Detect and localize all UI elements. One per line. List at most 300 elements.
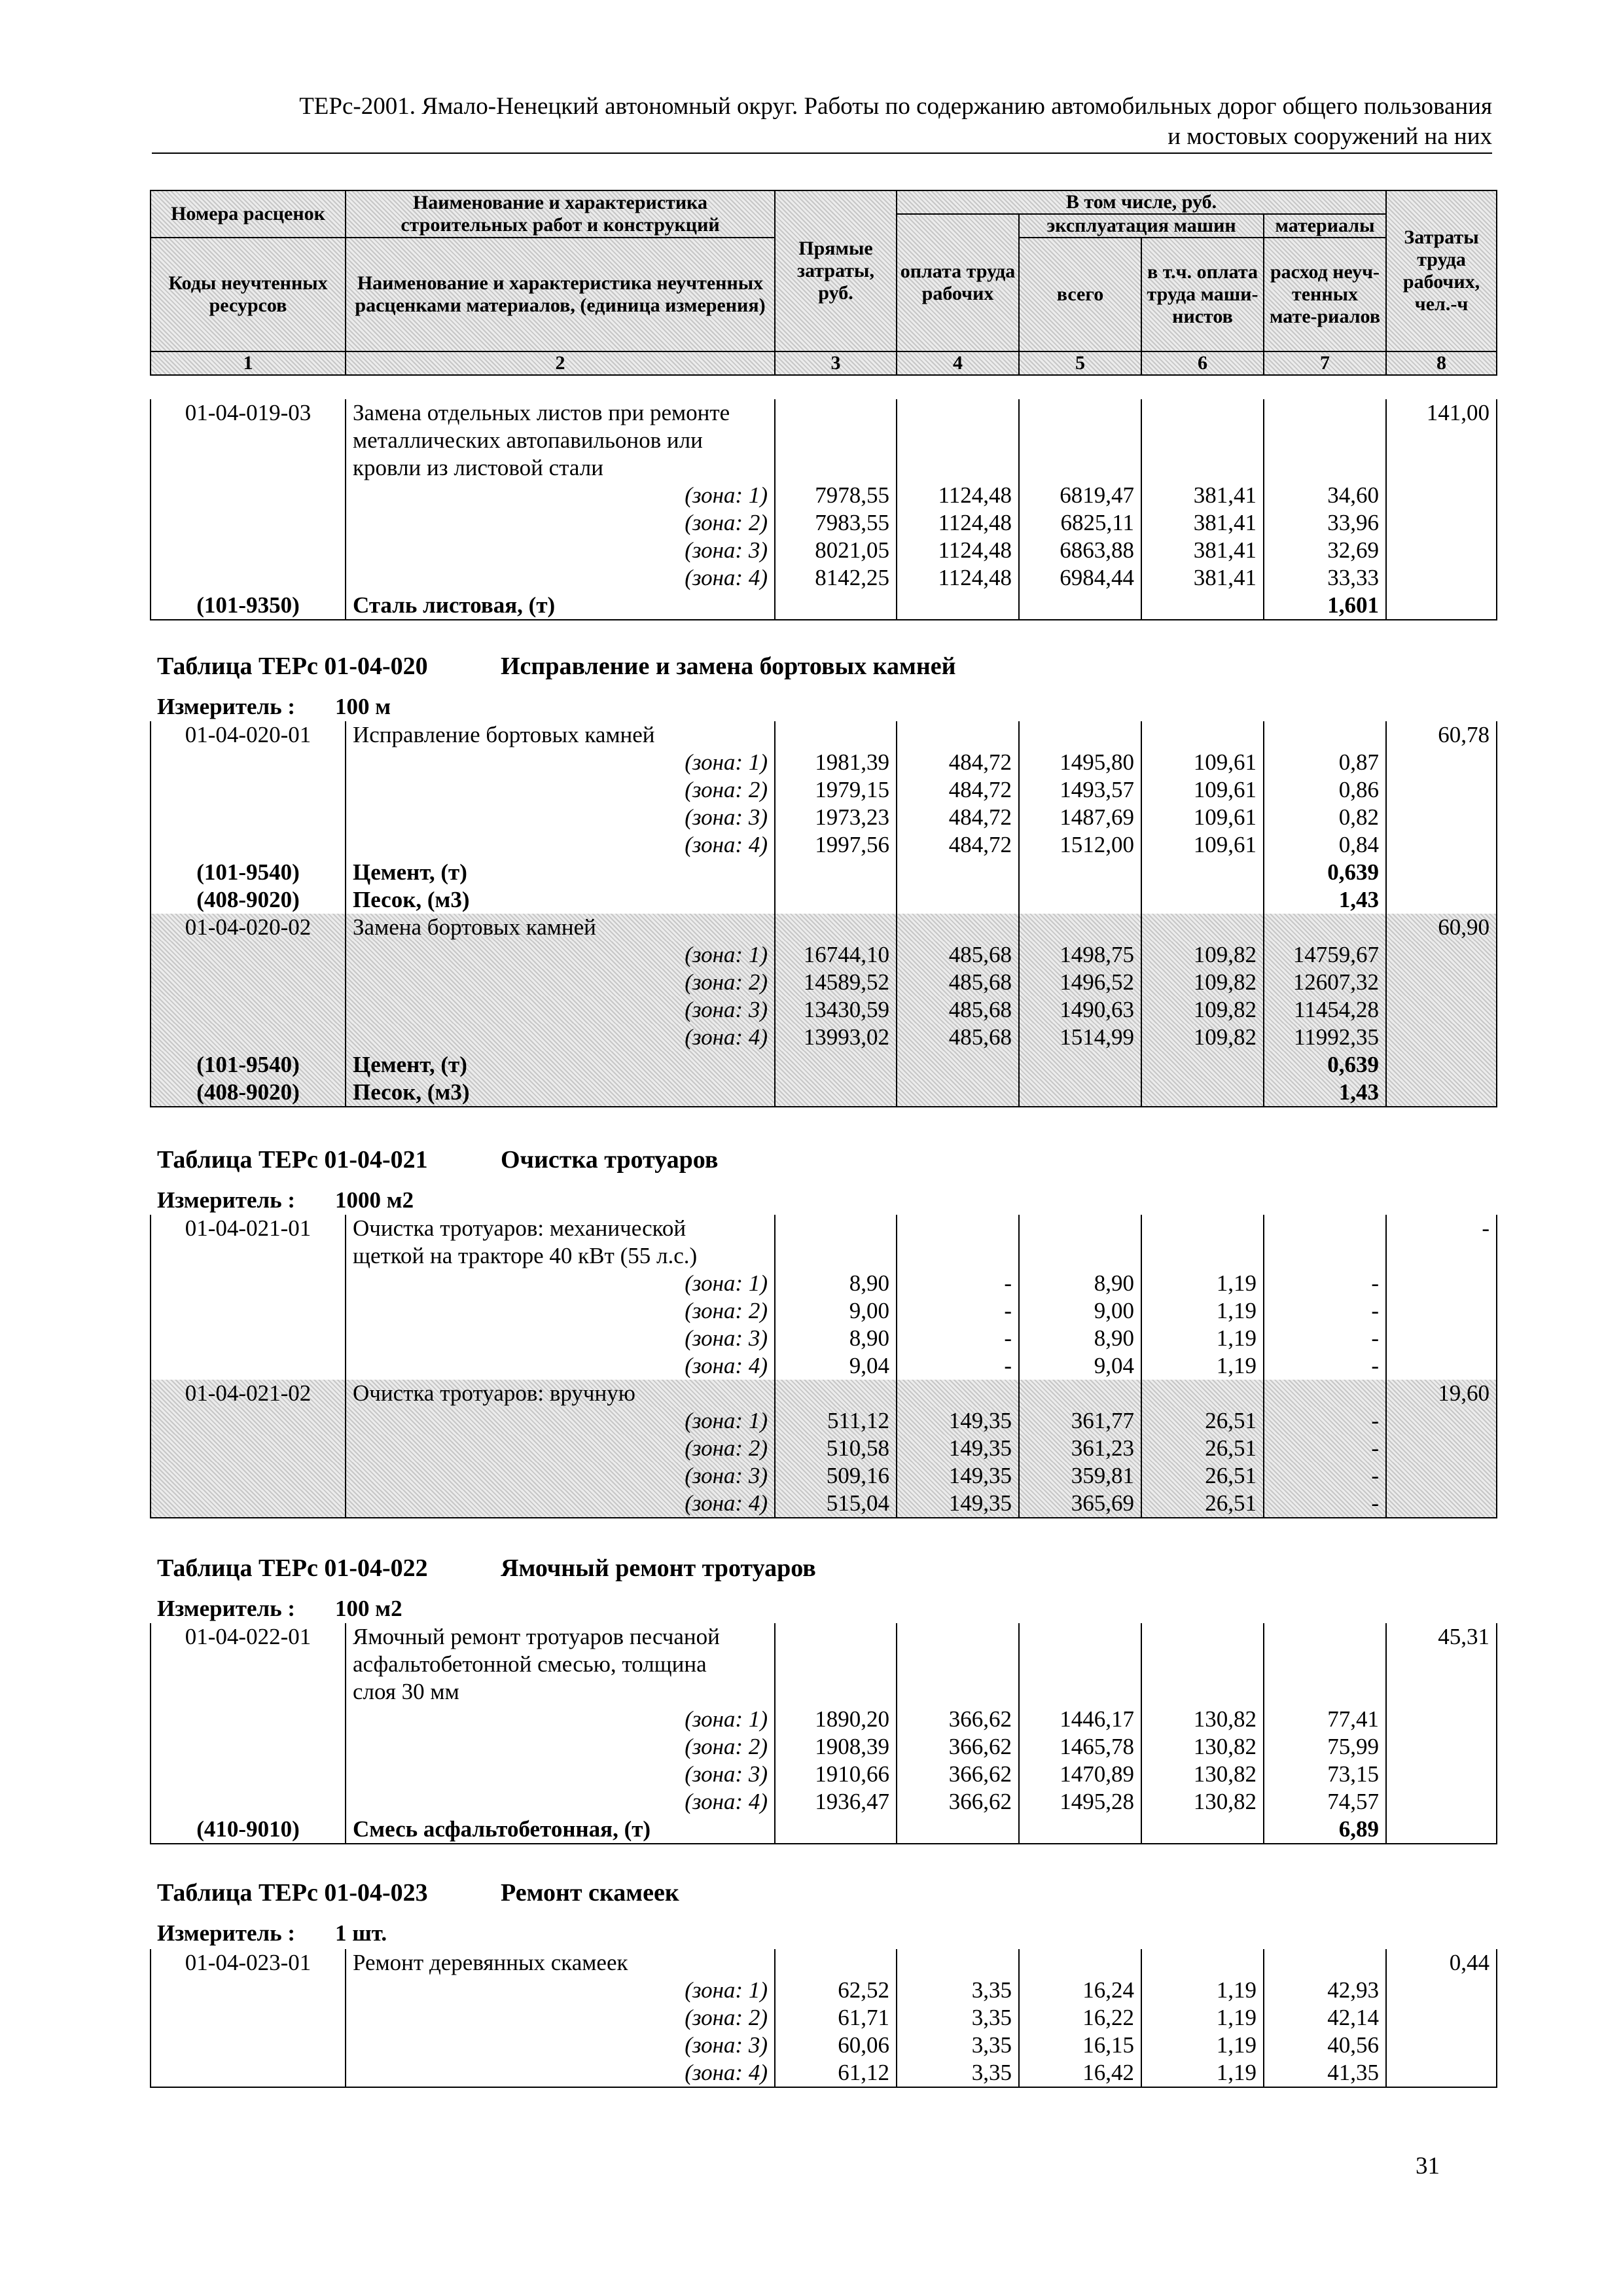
table-cell (1141, 1949, 1264, 1977)
value-cell: 42,14 (1264, 2004, 1386, 2032)
value-cell: 8,90 (1019, 1325, 1141, 1352)
zone-row (151, 941, 1497, 969)
table-cell (897, 399, 1019, 427)
value-cell: 361,77 (1019, 1407, 1141, 1435)
value-cell: 109,61 (1141, 749, 1264, 776)
table-cell (151, 1024, 346, 1051)
section-title (157, 1878, 679, 1907)
table-row (151, 427, 1497, 454)
table-cell (151, 776, 346, 804)
table-cell (151, 941, 346, 969)
table-cell (1386, 2004, 1497, 2032)
value-cell: 515,04 (775, 1490, 897, 1518)
value-cell: 381,41 (1141, 537, 1264, 564)
value-cell: 1493,57 (1019, 776, 1141, 804)
table-cell (1386, 1024, 1497, 1051)
meter-value: 1 шт. (335, 1920, 387, 1946)
table-cell (1386, 454, 1497, 482)
value-cell: 149,35 (897, 1407, 1019, 1435)
table-cell (1386, 804, 1497, 831)
value-cell: 1,19 (1141, 1325, 1264, 1352)
table-cell (1386, 941, 1497, 969)
value-cell: 366,62 (897, 1733, 1019, 1761)
table-cell (1141, 914, 1264, 941)
value-cell: 366,62 (897, 1788, 1019, 1816)
value-cell: 1495,80 (1019, 749, 1141, 776)
table-cell (1141, 721, 1264, 749)
value-cell: 73,15 (1264, 1761, 1386, 1788)
table-cell (1141, 399, 1264, 427)
table-cell (1386, 564, 1497, 592)
table-cell (1141, 1079, 1264, 1107)
table-cell (151, 509, 346, 537)
value-cell: 510,58 (775, 1435, 897, 1462)
table-cell (775, 427, 897, 454)
value-cell: 1124,48 (897, 509, 1019, 537)
rate-code: 01-04-022-01 (151, 1623, 346, 1651)
table-cell (151, 1761, 346, 1788)
resource-amount: 1,601 (1264, 592, 1386, 620)
table-cell (897, 1651, 1019, 1678)
table-cell (151, 1352, 346, 1380)
value-cell: 149,35 (897, 1490, 1019, 1518)
table-cell (1019, 1949, 1141, 1977)
table-row (151, 399, 1497, 427)
column-numbers-row (151, 351, 1497, 375)
zone-row (151, 482, 1497, 509)
table-row (151, 721, 1497, 749)
table-cell (1386, 886, 1497, 914)
rate-code: 01-04-021-01 (151, 1215, 346, 1242)
zone-label: (зона: 3) (346, 1761, 775, 1788)
zone-row (151, 1325, 1497, 1352)
table-row (151, 454, 1497, 482)
table-cell (897, 1079, 1019, 1107)
value-cell: - (1264, 1407, 1386, 1435)
table-cell (1019, 1651, 1141, 1678)
resource-code: (410-9010) (151, 1816, 346, 1844)
zone-label: (зона: 4) (346, 1352, 775, 1380)
table-cell (1386, 1297, 1497, 1325)
value-cell: 109,82 (1141, 969, 1264, 996)
zone-label: (зона: 2) (346, 969, 775, 996)
page-number: 31 (1416, 2153, 1440, 2179)
zone-row (151, 509, 1497, 537)
value-cell: 109,82 (1141, 1024, 1264, 1051)
section-code: Таблица ТЕРс 01-04-023 (157, 1879, 428, 1907)
value-cell: 484,72 (897, 804, 1019, 831)
zone-row (151, 804, 1497, 831)
section-table-020 (150, 721, 1496, 1107)
section-code: Таблица ТЕРс 01-04-020 (157, 653, 428, 680)
zone-row (151, 2059, 1497, 2087)
rate-code: 01-04-021-02 (151, 1380, 346, 1407)
col-num: 5 (1019, 351, 1141, 375)
zone-label: (зона: 1) (346, 1706, 775, 1733)
value-cell: 1124,48 (897, 482, 1019, 509)
value-cell: - (1264, 1490, 1386, 1518)
col-num: 6 (1141, 351, 1264, 375)
value-cell: 6984,44 (1019, 564, 1141, 592)
table-cell (775, 886, 897, 914)
table-cell (1019, 859, 1141, 886)
value-cell: - (1264, 1352, 1386, 1380)
meter (157, 1596, 402, 1622)
table-cell (1019, 721, 1141, 749)
zone-label: (зона: 4) (346, 2059, 775, 2087)
table-cell (1386, 1352, 1497, 1380)
table-cell (1019, 1079, 1141, 1107)
table-cell (1386, 859, 1497, 886)
zone-label: (зона: 1) (346, 1977, 775, 2004)
table-cell (775, 592, 897, 620)
rate-code: 01-04-019-03 (151, 399, 346, 427)
meter-label: Измеритель : (157, 1187, 296, 1213)
table-cell (1264, 1242, 1386, 1270)
table-cell (151, 749, 346, 776)
table-cell (1264, 1623, 1386, 1651)
section-code: Таблица ТЕРс 01-04-022 (157, 1554, 428, 1582)
table-cell (151, 1651, 346, 1678)
value-cell: 109,61 (1141, 804, 1264, 831)
table-cell (897, 1051, 1019, 1079)
value-cell: - (1264, 1297, 1386, 1325)
value-cell: 14589,52 (775, 969, 897, 996)
table-row (151, 1215, 1497, 1242)
meter-value: 1000 м2 (335, 1187, 414, 1213)
table-cell (1386, 1407, 1497, 1435)
table-cell (1386, 969, 1497, 996)
meter-label: Измеритель : (157, 1920, 296, 1946)
zone-label: (зона: 1) (346, 941, 775, 969)
value-cell: 75,99 (1264, 1733, 1386, 1761)
value-cell: 1495,28 (1019, 1788, 1141, 1816)
col4-header: оплата труда рабочих (897, 214, 1019, 351)
zone-row (151, 1462, 1497, 1490)
zone-row (151, 1270, 1497, 1297)
table-row (151, 1651, 1497, 1678)
value-cell: 130,82 (1141, 1733, 1264, 1761)
zone-row (151, 749, 1497, 776)
value-cell: 9,00 (775, 1297, 897, 1325)
value-cell: 16,42 (1019, 2059, 1141, 2087)
zone-row (151, 1490, 1497, 1518)
zone-label: (зона: 3) (346, 537, 775, 564)
resource-row (151, 1079, 1497, 1107)
table-cell (1019, 399, 1141, 427)
table-cell (775, 1949, 897, 1977)
meter-value: 100 м (335, 694, 391, 719)
col2-top-header: Наименование и характеристика строительных работ и конструкций (346, 190, 775, 238)
col8-header: Затраты труда рабочих, чел.-ч (1386, 190, 1497, 351)
value-cell: 13993,02 (775, 1024, 897, 1051)
col-num: 7 (1264, 351, 1386, 375)
resource-row (151, 1051, 1497, 1079)
zone-row (151, 537, 1497, 564)
table-cell (775, 914, 897, 941)
table-cell (897, 721, 1019, 749)
table-cell (1386, 1706, 1497, 1733)
table-cell (151, 1270, 346, 1297)
table-cell (1386, 537, 1497, 564)
rate-code: 01-04-020-01 (151, 721, 346, 749)
table-cell (1264, 1678, 1386, 1706)
value-cell: 12607,32 (1264, 969, 1386, 996)
zone-row (151, 1977, 1497, 2004)
value-cell: 1908,39 (775, 1733, 897, 1761)
table-cell (897, 1623, 1019, 1651)
zone-label: (зона: 2) (346, 2004, 775, 2032)
rate-code: 01-04-023-01 (151, 1949, 346, 1977)
value-cell: 8,90 (1019, 1270, 1141, 1297)
labor-cost: - (1386, 1215, 1497, 1242)
value-cell: 1496,52 (1019, 969, 1141, 996)
value-cell: 1514,99 (1019, 1024, 1141, 1051)
table-cell (897, 1949, 1019, 1977)
table-cell (151, 1678, 346, 1706)
table-cell (897, 454, 1019, 482)
table-cell (897, 859, 1019, 886)
table-cell (151, 1706, 346, 1733)
table-cell (775, 1678, 897, 1706)
table-cell (151, 1297, 346, 1325)
table-cell (775, 1380, 897, 1407)
value-cell: 6819,47 (1019, 482, 1141, 509)
rate-name: Исправление бортовых камней (346, 721, 775, 749)
section-title (157, 1554, 816, 1583)
table-cell (1141, 859, 1264, 886)
table-cell (897, 1242, 1019, 1270)
value-cell: - (1264, 1325, 1386, 1352)
table-cell (1386, 996, 1497, 1024)
table-cell (775, 1051, 897, 1079)
table-cell (151, 482, 346, 509)
zone-row (151, 564, 1497, 592)
table-cell (1386, 1435, 1497, 1462)
section-table-023 (150, 1949, 1496, 2088)
value-cell: 484,72 (897, 776, 1019, 804)
rate-name: Ямочный ремонт тротуаров песчаной (346, 1623, 775, 1651)
table-cell (1386, 482, 1497, 509)
value-cell: 365,69 (1019, 1490, 1141, 1518)
value-cell: 61,71 (775, 2004, 897, 2032)
value-cell: 109,61 (1141, 831, 1264, 859)
value-cell: 62,52 (775, 1977, 897, 2004)
resource-code: (101-9350) (151, 592, 346, 620)
value-cell: 359,81 (1019, 1462, 1141, 1490)
table-cell (1386, 1242, 1497, 1270)
table-cell (1141, 592, 1264, 620)
resource-name: Смесь асфальтобетонная, (т) (346, 1816, 775, 1844)
resource-name: Сталь листовая, (т) (346, 592, 775, 620)
table-cell (151, 1462, 346, 1490)
col1-top-header: Номера расценок (151, 190, 346, 238)
table-cell (1264, 399, 1386, 427)
value-cell: - (1264, 1270, 1386, 1297)
resource-amount: 0,639 (1264, 859, 1386, 886)
zone-label: (зона: 2) (346, 1297, 775, 1325)
table-cell (151, 1977, 346, 2004)
table-cell (1019, 454, 1141, 482)
value-cell: 366,62 (897, 1706, 1019, 1733)
meter-label: Измеритель : (157, 1596, 296, 1621)
rate-name: щеткой на тракторе 40 кВт (55 л.с.) (346, 1242, 775, 1270)
table-cell (1141, 1623, 1264, 1651)
table-cell (1019, 1051, 1141, 1079)
value-cell: 1512,00 (1019, 831, 1141, 859)
value-cell: 8021,05 (775, 537, 897, 564)
value-cell: 509,16 (775, 1462, 897, 1490)
table-cell (1264, 1651, 1386, 1678)
col-num: 3 (775, 351, 897, 375)
meter-value: 100 м2 (335, 1596, 402, 1621)
value-cell: 1470,89 (1019, 1761, 1141, 1788)
value-cell: 8,90 (775, 1325, 897, 1352)
table-row (151, 1949, 1497, 1977)
table-cell (151, 1242, 346, 1270)
table-row (151, 1623, 1497, 1651)
resource-amount: 1,43 (1264, 1079, 1386, 1107)
rate-code: 01-04-020-02 (151, 914, 346, 941)
labor-cost: 60,78 (1386, 721, 1497, 749)
value-cell: - (1264, 1435, 1386, 1462)
value-cell: 9,00 (1019, 1297, 1141, 1325)
value-cell: 26,51 (1141, 1435, 1264, 1462)
table-cell (775, 454, 897, 482)
table-cell (1386, 509, 1497, 537)
col-num: 8 (1386, 351, 1497, 375)
table-cell (151, 454, 346, 482)
table-cell (897, 1678, 1019, 1706)
resource-row (151, 886, 1497, 914)
value-cell: 1981,39 (775, 749, 897, 776)
rate-name: Ремонт деревянных скамеек (346, 1949, 775, 1977)
table-cell (1264, 1380, 1386, 1407)
value-cell: 3,35 (897, 2032, 1019, 2059)
value-cell: 1910,66 (775, 1761, 897, 1788)
table-cell (1386, 2059, 1497, 2087)
rate-name: кровли из листовой стали (346, 454, 775, 482)
value-cell: 3,35 (897, 1977, 1019, 2004)
table-cell (151, 1325, 346, 1352)
zone-label: (зона: 4) (346, 564, 775, 592)
section-title (157, 652, 956, 681)
table-cell (897, 427, 1019, 454)
table-cell (151, 564, 346, 592)
value-cell: 149,35 (897, 1435, 1019, 1462)
zone-label: (зона: 3) (346, 996, 775, 1024)
zone-row (151, 969, 1497, 996)
value-cell: 41,35 (1264, 2059, 1386, 2087)
rate-table (150, 1949, 1497, 2088)
resource-name: Цемент, (т) (346, 859, 775, 886)
zone-row (151, 1733, 1497, 1761)
value-cell: 7983,55 (775, 509, 897, 537)
table-cell (1386, 1325, 1497, 1352)
table-cell (1386, 2032, 1497, 2059)
zone-row (151, 1788, 1497, 1816)
table-cell (1386, 1733, 1497, 1761)
value-cell: 0,82 (1264, 804, 1386, 831)
value-cell: 130,82 (1141, 1706, 1264, 1733)
resource-name: Песок, (м3) (346, 886, 775, 914)
value-cell: 7978,55 (775, 482, 897, 509)
value-cell: 1936,47 (775, 1788, 897, 1816)
table-cell (775, 1651, 897, 1678)
value-cell: 33,96 (1264, 509, 1386, 537)
resource-code: (408-9020) (151, 1079, 346, 1107)
value-cell: - (897, 1270, 1019, 1297)
table-cell (1019, 427, 1141, 454)
table-cell (1019, 914, 1141, 941)
table-cell (1141, 1678, 1264, 1706)
value-cell: 1979,15 (775, 776, 897, 804)
table-cell (1386, 749, 1497, 776)
value-cell: 0,86 (1264, 776, 1386, 804)
value-cell: 1973,23 (775, 804, 897, 831)
table-cell (1141, 886, 1264, 914)
col-num: 2 (346, 351, 775, 375)
table-cell (1386, 1462, 1497, 1490)
zone-label: (зона: 4) (346, 831, 775, 859)
table-cell (1264, 1215, 1386, 1242)
table-cell (897, 1215, 1019, 1242)
zone-label: (зона: 2) (346, 1733, 775, 1761)
table-cell (775, 859, 897, 886)
value-cell: 16,22 (1019, 2004, 1141, 2032)
value-cell: 109,82 (1141, 996, 1264, 1024)
table-cell (1141, 1651, 1264, 1678)
table-cell (1019, 1816, 1141, 1844)
zone-label: (зона: 2) (346, 509, 775, 537)
incl-header: В том числе, руб. (897, 190, 1386, 214)
table-cell (1386, 1490, 1497, 1518)
table-cell (1386, 1977, 1497, 2004)
labor-cost: 60,90 (1386, 914, 1497, 941)
table-cell (1019, 886, 1141, 914)
value-cell: 381,41 (1141, 564, 1264, 592)
value-cell: 42,93 (1264, 1977, 1386, 2004)
value-cell: 8,90 (775, 1270, 897, 1297)
value-cell: 33,33 (1264, 564, 1386, 592)
running-header-line1: ТЕРс-2001. Ямало-Ненецкий автономный округ. Работы по содержанию автомобильных дорог общего пользования (299, 93, 1492, 120)
section-table-021 (150, 1215, 1496, 1518)
table-cell (1386, 1816, 1497, 1844)
value-cell: 9,04 (1019, 1352, 1141, 1380)
zone-label: (зона: 3) (346, 1325, 775, 1352)
value-cell: 1124,48 (897, 537, 1019, 564)
value-cell: 1,19 (1141, 1297, 1264, 1325)
table-cell (1264, 454, 1386, 482)
table-cell (1386, 831, 1497, 859)
value-cell: 511,12 (775, 1407, 897, 1435)
table-cell (1386, 776, 1497, 804)
table-cell (1141, 454, 1264, 482)
zone-row (151, 1435, 1497, 1462)
value-cell: 485,68 (897, 1024, 1019, 1051)
value-cell: 16744,10 (775, 941, 897, 969)
value-cell: 361,23 (1019, 1435, 1141, 1462)
col6-header: в т.ч. оплата труда маши-нистов (1141, 238, 1264, 351)
block-01-04-019 (150, 399, 1496, 620)
resource-name: Песок, (м3) (346, 1079, 775, 1107)
value-cell: 0,87 (1264, 749, 1386, 776)
value-cell: - (897, 1297, 1019, 1325)
zone-label: (зона: 1) (346, 1270, 775, 1297)
value-cell: 1490,63 (1019, 996, 1141, 1024)
value-cell: 109,82 (1141, 941, 1264, 969)
resource-row (151, 1816, 1497, 1844)
